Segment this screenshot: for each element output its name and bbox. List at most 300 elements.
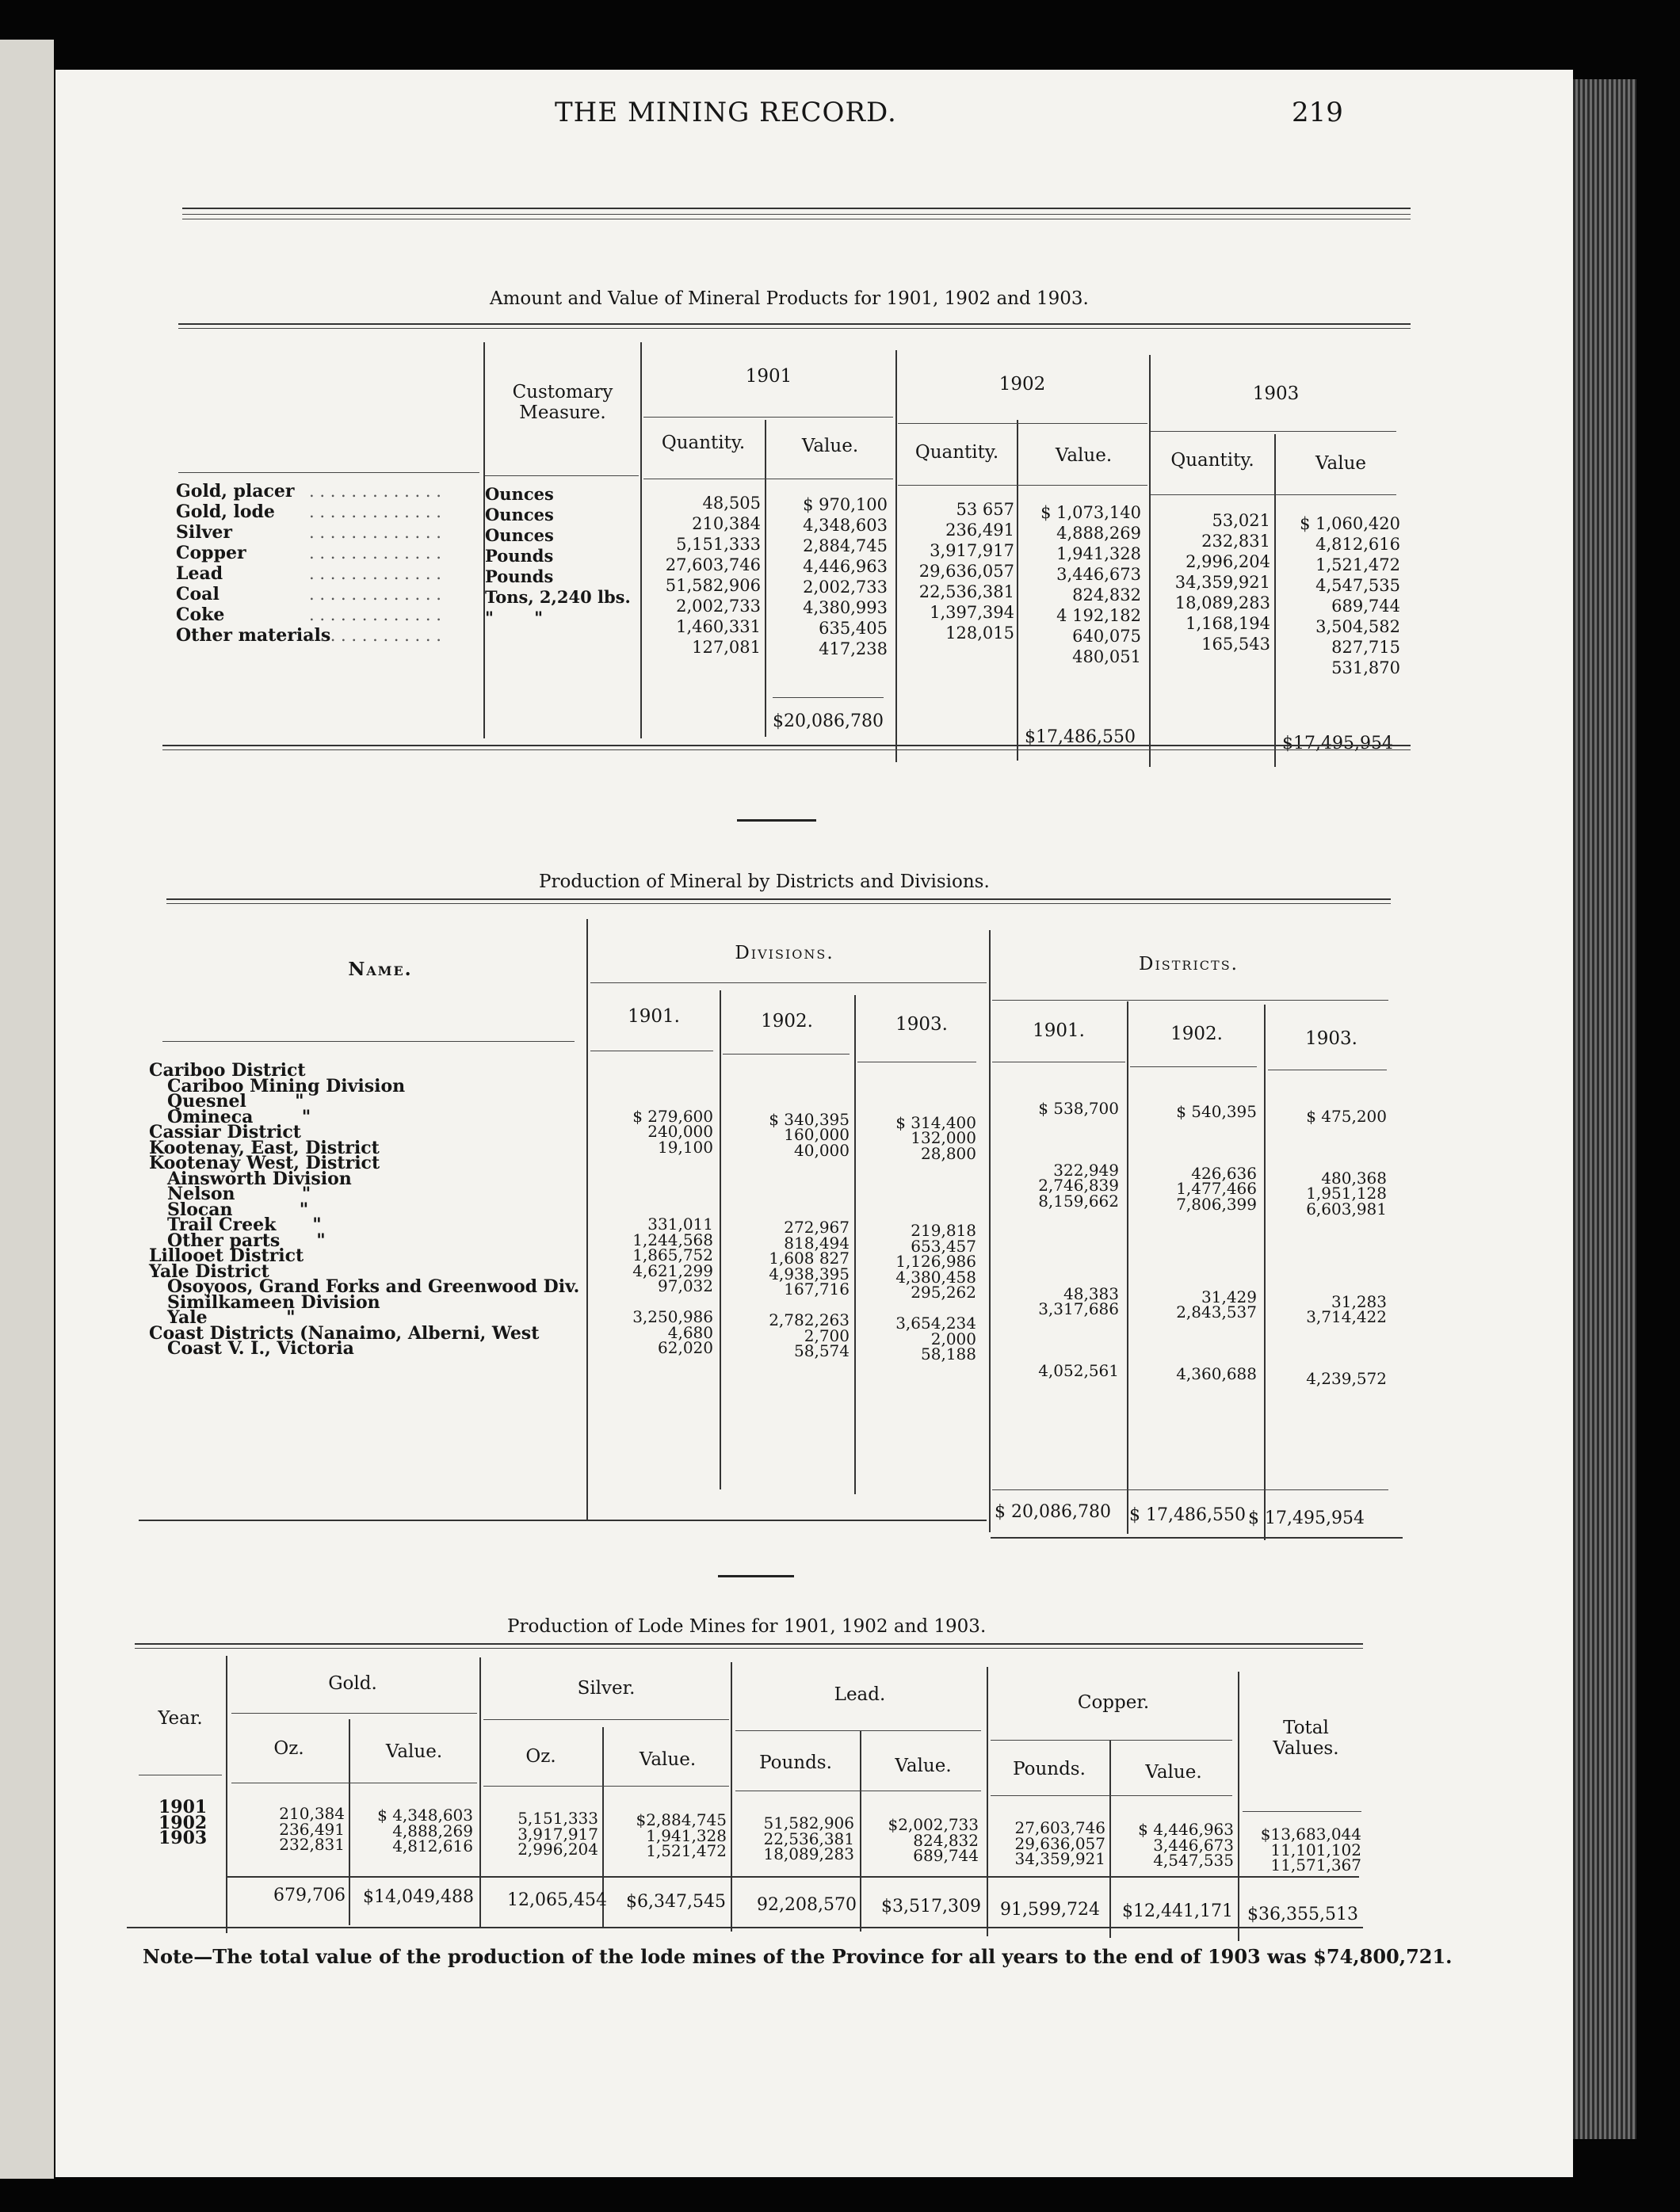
table2-cell [857, 1161, 976, 1177]
table1-item-label: Coal [176, 584, 220, 604]
table1-cell: 232,831 [1201, 532, 1270, 551]
table3-cell: 824,832 [913, 1830, 979, 1850]
table2-bottom-rule [139, 1520, 987, 1521]
table2-cell [1268, 1140, 1387, 1156]
leader-dots: . . . . . . . . . . . . . [309, 626, 441, 645]
page-number: 219 [1292, 97, 1343, 128]
table2-cell [723, 1158, 850, 1174]
table3-group-rule [991, 1740, 1232, 1741]
table1-cell: 18,089,283 [1174, 593, 1270, 612]
table2-cell: 4,621,299 [632, 1260, 713, 1280]
table1-value-1901 [769, 494, 888, 659]
table2-cell [1268, 1233, 1387, 1249]
table3-sub-header: Oz. [525, 1746, 556, 1767]
table3-cell: 5,151,333 [517, 1809, 598, 1828]
table1-cell: 2,884,745 [803, 536, 888, 555]
table2-cell: 48,383 [1063, 1283, 1119, 1303]
table2-divisions-1901 [590, 1093, 713, 1387]
table3-copper-value [1113, 1822, 1234, 1869]
table1-cell: 4,547,535 [1315, 576, 1400, 595]
table2-name-label: Other parts " [149, 1230, 326, 1251]
table2-divisions-1903 [857, 1100, 976, 1394]
table2-cell: $ 279,600 [632, 1106, 713, 1126]
table2-cell: 653,457 [911, 1236, 976, 1256]
table2-cell: 1,477,466 [1176, 1179, 1257, 1198]
table3-total-copper-value: $12,441,171 [1122, 1901, 1233, 1921]
table1-bottom-rule-2 [162, 749, 1411, 750]
table1-item-label: Lead [176, 563, 223, 584]
table2-name-label: Cassiar District [149, 1122, 301, 1142]
table2-group-rule [590, 982, 987, 983]
table2-header-rule [723, 1054, 850, 1055]
table3-total-all: $36,355,513 [1247, 1905, 1358, 1924]
table2-cell: 160,000 [784, 1125, 850, 1144]
table1-cell: 3,917,917 [930, 541, 1014, 560]
table3-cell: 34,359,921 [1014, 1849, 1105, 1868]
table2-header-rule [1130, 1066, 1257, 1067]
table2-cell [590, 1186, 713, 1202]
table2-cell [857, 1378, 976, 1394]
table1-cell: 3,446,673 [1056, 565, 1141, 584]
leader-dots: . . . . . . . . . . . . . [309, 585, 441, 604]
table1-measure: Ounces [485, 525, 554, 545]
table1-quantity-1902 [899, 499, 1014, 664]
table2-districts-1903 [1268, 1093, 1387, 1387]
table3-group-header: Silver. [577, 1678, 636, 1699]
table1-cell: 635,405 [819, 619, 888, 638]
table3-year-column [158, 1797, 208, 1848]
table1-measure [485, 628, 631, 649]
table1-cell: 1,521,472 [1315, 555, 1400, 574]
table2-name-label: Osoyoos, Grand Forks and Greenwood Div. [149, 1276, 580, 1297]
table1-measure: Pounds [485, 566, 554, 586]
table3-total-gold-value: $14,049,488 [363, 1887, 474, 1907]
table3-header-rule [991, 1795, 1232, 1796]
table3-cell: 29,636,057 [1014, 1833, 1105, 1853]
table2-vrule [854, 995, 856, 1494]
table3-cell: $13,683,044 [1260, 1825, 1361, 1844]
table2-name-label: Coast Districts (Nanaimo, Alberni, West [149, 1322, 540, 1344]
table1-cell: 2,002,733 [676, 597, 761, 616]
table2-name-label: Ainsworth Division [149, 1168, 352, 1189]
table3-sub-header: Pounds. [1013, 1759, 1086, 1779]
table1-measure: Tons, 2,240 lbs. [485, 587, 631, 607]
table1-measure: Pounds [485, 546, 554, 566]
leader-dots: . . . . . . . . . . . . . [309, 564, 441, 583]
table2-year-header: 1903. [895, 1014, 948, 1035]
table1-header-rule [898, 485, 1147, 486]
table2-group-rule [992, 1000, 1388, 1001]
table3-cell: 1,941,328 [646, 1825, 727, 1845]
leader-dots: . . . . . . . . . . . . . [309, 543, 441, 563]
table3-cell: 4,547,535 [1153, 1851, 1234, 1870]
table2-cell: 240,000 [647, 1122, 713, 1141]
table3-total-silver-oz: 12,065,454 [507, 1890, 607, 1910]
table2-vrule [586, 919, 588, 1521]
table2-cell [1268, 1341, 1387, 1356]
table2-cell [992, 1256, 1119, 1272]
table3-cell: $2,002,733 [888, 1815, 979, 1834]
table3-cell: 1,521,472 [646, 1841, 727, 1860]
table2-cell [590, 1155, 713, 1171]
table2-cell: 3,714,422 [1306, 1307, 1387, 1326]
table2-cell: 167,716 [784, 1280, 850, 1299]
table1-cell: 1,397,394 [930, 603, 1014, 622]
table2-total-1903: $ 17,495,954 [1248, 1508, 1365, 1528]
table2-cell: 4,938,395 [769, 1264, 850, 1283]
table2-cell [1268, 1248, 1387, 1264]
table1-item-label: Gold, lode [176, 502, 275, 522]
table2-cell: 4,239,572 [1306, 1369, 1387, 1388]
table1-caption: Amount and Value of Mineral Products for 1901, 1902 and 1903. [490, 288, 1089, 309]
table3-vrule [226, 1656, 227, 1933]
table2-cell: 28,800 [921, 1143, 976, 1163]
table2-header-rule [162, 1041, 575, 1042]
table3-year-label: 1902 [158, 1812, 208, 1833]
table1-cell: 34,359,921 [1174, 573, 1270, 592]
table2-cell: 322,949 [1053, 1160, 1119, 1180]
table2-name-label: Coast V. I., Victoria [149, 1338, 354, 1359]
table3-cell: 11,571,367 [1270, 1855, 1361, 1874]
table3-total-lead-value: $3,517,309 [881, 1897, 981, 1916]
table3-top-rule [135, 1643, 1363, 1645]
facing-page-edge [0, 40, 54, 2179]
table1-cell: 4,348,603 [803, 516, 888, 535]
table2-cell: 31,429 [1201, 1287, 1257, 1306]
table2-cell [992, 1209, 1119, 1225]
table2-cell: 219,818 [911, 1221, 976, 1240]
table2-cell [723, 1375, 850, 1390]
table2-cell [590, 1171, 713, 1187]
table1-cell: 51,582,906 [665, 576, 761, 595]
table2-cell: 480,368 [1321, 1168, 1387, 1188]
table1-quantity-1901 [643, 493, 761, 658]
head-rule-2 [182, 214, 1411, 215]
table3-group-header: Copper. [1077, 1692, 1150, 1713]
table3-cell: 4,888,269 [392, 1821, 473, 1840]
table2-top-rule [166, 898, 1391, 900]
table3-caption: Production of Lode Mines for 1901, 1902 and 1903. [507, 1616, 987, 1637]
table3-vrule [479, 1657, 481, 1927]
table2-cell: 2,746,839 [1038, 1176, 1119, 1195]
table3-sub-header: Oz. [273, 1738, 304, 1759]
table3-cell: 210,384 [279, 1804, 345, 1823]
table1-value-header: Value. [1055, 445, 1113, 466]
table2-name-label: Nelson " [149, 1184, 311, 1204]
table2-cell: 331,011 [647, 1215, 713, 1234]
table1-measure-header: Customary Measure. [512, 382, 613, 423]
table1-cell: 4,812,616 [1315, 535, 1400, 554]
table1-cell: 165,543 [1201, 635, 1270, 654]
table1-cell: 27,603,746 [665, 555, 761, 574]
table3-cell: 232,831 [279, 1835, 345, 1854]
table1-top-rule-2 [178, 328, 1411, 329]
table1-cell: 827,715 [1331, 638, 1400, 657]
table1-measure: " " [485, 608, 544, 627]
table2-cell: 2,000 [930, 1329, 976, 1348]
table1-vrule [765, 420, 766, 737]
table2-name-label: Cariboo Mining Division [149, 1075, 406, 1096]
table3-bottom-rule [127, 1927, 1363, 1928]
table2-cell: 97,032 [658, 1276, 713, 1295]
table2-vrule [1127, 1001, 1128, 1534]
table2-cell: 40,000 [794, 1140, 850, 1160]
table3-cell: 3,446,673 [1153, 1835, 1234, 1855]
table2-cell: 1,951,128 [1306, 1184, 1387, 1203]
table3-year-label: 1903 [158, 1828, 208, 1848]
table2-cell: 58,188 [921, 1344, 976, 1363]
table2-cell [1268, 1217, 1387, 1233]
leader-dots: . . . . . . . . . . . . . [309, 502, 441, 521]
table2-cell [1130, 1119, 1257, 1135]
table1-cell: 236,491 [945, 521, 1014, 540]
table2-cell [1268, 1264, 1387, 1280]
table2-caption: Production of Mineral by Districts and Divisions. [539, 871, 990, 892]
table2-cell [1130, 1228, 1257, 1244]
table2-name-label: Lillooet District [149, 1245, 304, 1266]
table2-cell: 7,806,399 [1176, 1194, 1257, 1214]
table3-total-header: Total Values. [1273, 1718, 1339, 1759]
table1-year-rule [898, 423, 1147, 424]
table2-name-label: Similkameen Division [149, 1291, 380, 1313]
head-rule [182, 208, 1411, 209]
table1-cell: 1,168,194 [1186, 614, 1270, 633]
table1-value-1903 [1277, 513, 1400, 678]
table2-cell: 6,603,981 [1306, 1199, 1387, 1219]
table2-cell: 19,100 [658, 1137, 713, 1157]
table2-year-header: 1902. [761, 1011, 813, 1032]
table3-cell: $2,884,745 [636, 1810, 727, 1829]
table3-copper-pounds [991, 1818, 1105, 1868]
table2-cell: 2,782,263 [769, 1310, 850, 1329]
table2-cell: 132,000 [911, 1128, 976, 1147]
table1-cell: 4,888,269 [1056, 524, 1141, 543]
table3-header-rule [483, 1786, 729, 1787]
table1-vrule [1274, 434, 1276, 767]
table3-silver-oz [483, 1811, 598, 1858]
table1-cell: 5,151,333 [676, 535, 761, 554]
table1-cell: 3,504,582 [1315, 617, 1400, 636]
table1-year-header: 1902 [998, 374, 1046, 395]
table1-vrule [1149, 355, 1151, 767]
table3-group-rule [735, 1730, 981, 1731]
table2-cell [1268, 1124, 1387, 1140]
table1-vrule [895, 350, 897, 762]
table3-lead-value [864, 1817, 979, 1864]
section-dash [737, 819, 816, 822]
table2-districts-header: Districts. [1139, 954, 1239, 974]
table2-vrule [989, 930, 991, 1532]
table3-sub-header: Value. [1145, 1762, 1202, 1783]
table2-name-label: Yale " [149, 1307, 296, 1328]
table1-item-column [176, 481, 330, 646]
table2-cell [1130, 1212, 1257, 1228]
table1-cell: $ 1,060,420 [1300, 514, 1400, 533]
table3-cell: 2,996,204 [517, 1840, 598, 1859]
table1-sum-rule [773, 697, 884, 698]
table2-name-column [149, 1060, 580, 1359]
table3-cell: 22,536,381 [763, 1829, 854, 1848]
table2-cell: 31,283 [1331, 1291, 1387, 1311]
table1-year-rule [643, 417, 893, 418]
table2-cell [992, 1132, 1119, 1148]
table1-value-header: Value [1315, 453, 1366, 474]
table1-total-1901: $20,086,780 [773, 711, 884, 731]
table3-cell: 3,917,917 [517, 1824, 598, 1844]
table3-vrule [731, 1662, 732, 1932]
table1-quantity-1903 [1153, 510, 1270, 675]
table2-cell: $ 314,400 [895, 1112, 976, 1132]
table1-cell: 417,238 [819, 639, 888, 658]
table2-cell [1130, 1135, 1257, 1151]
table2-top-rule-2 [166, 903, 1391, 904]
table2-name-header: Name. [348, 959, 413, 980]
table2-cell [1130, 1243, 1257, 1259]
table1-item-label: Silver [176, 522, 232, 543]
table1-quantity-header: Quantity. [1170, 450, 1254, 471]
table2-sum-rule [992, 1489, 1388, 1490]
table1-item-label: Other materials [176, 625, 331, 646]
table3-total-values [1243, 1827, 1361, 1874]
table2-cell [857, 1177, 976, 1193]
table2-cell: 818,494 [784, 1233, 850, 1253]
table2-cell: 295,262 [911, 1283, 976, 1302]
table3-sub-header: Value. [639, 1749, 697, 1770]
table3-vrule [860, 1730, 861, 1932]
table1-cell: $ 970,100 [803, 495, 888, 514]
table3-silver-value [606, 1810, 727, 1860]
table1-cell: 640,075 [1072, 627, 1141, 646]
table3-vrule [1238, 1672, 1239, 1941]
table1-cell: 29,636,057 [918, 562, 1014, 581]
table2-total-1901: $ 20,086,780 [995, 1502, 1111, 1522]
table3-cell: $ 4,446,963 [1138, 1820, 1234, 1839]
table2-cell: 3,250,986 [632, 1307, 713, 1326]
table1-item-label: Coke [176, 604, 225, 625]
table3-top-rule-2 [135, 1648, 1363, 1649]
table1-vrule [640, 342, 642, 738]
table1-cell: 1,941,328 [1056, 544, 1141, 563]
table2-cell: $ 475,200 [1306, 1106, 1387, 1126]
table2-cell: $ 538,700 [1038, 1098, 1119, 1118]
table3-gold-oz [230, 1806, 345, 1853]
table2-cell [723, 1360, 850, 1375]
table1-cell: 210,384 [692, 514, 761, 533]
table1-top-rule [178, 323, 1411, 325]
table2-cell: 2,700 [804, 1325, 850, 1345]
table2-cell: 4,360,688 [1176, 1364, 1257, 1383]
table2-cell [1268, 1325, 1387, 1341]
table2-cell [857, 1192, 976, 1208]
table2-cell [1130, 1259, 1257, 1275]
table2-year-header: 1901. [1033, 1020, 1085, 1041]
table2-cell: 8,159,662 [1038, 1191, 1119, 1211]
table1-header-rule [485, 475, 639, 476]
table3-total-silver-value: $6,347,545 [626, 1892, 726, 1912]
table2-total-1902: $ 17,486,550 [1129, 1505, 1246, 1525]
table2-cell: 3,317,686 [1038, 1299, 1119, 1318]
table2-cell [992, 1116, 1119, 1132]
table2-year-header: 1902. [1170, 1024, 1223, 1044]
footnote: Note—The total value of the production of the lode mines of the Province for all years to the end of 1903 was $74,800,721. [143, 1945, 1453, 1968]
table3-year-header: Year. [158, 1708, 203, 1729]
table2-cell [1130, 1321, 1257, 1337]
table2-cell: 1,244,568 [632, 1230, 713, 1249]
table1-header-rule [1151, 494, 1396, 495]
table1-cell: 53 657 [956, 500, 1014, 519]
leader-dots: . . . . . . . . . . . . . [309, 523, 441, 542]
table3-year-label: 1901 [158, 1797, 208, 1817]
table3-sub-header: Value. [385, 1741, 443, 1762]
table2-name-label: Kootenay, East, District [149, 1137, 380, 1158]
table1-cell: 48,505 [702, 494, 761, 513]
table2-cell [992, 1225, 1119, 1241]
table3-sum-rule [226, 1876, 1359, 1878]
table2-cell [992, 1333, 1119, 1348]
table2-cell: 1,608 827 [769, 1249, 850, 1268]
table1-value-1902 [1022, 502, 1141, 667]
table2-vrule [720, 990, 721, 1489]
table3-gold-value [353, 1808, 473, 1855]
table3-sub-header: Pounds. [759, 1752, 832, 1773]
table2-divisions-header: Divisions. [735, 943, 834, 963]
table2-name-label: Slocan " [149, 1199, 309, 1220]
table2-cell: 4,680 [667, 1322, 713, 1342]
table1-measure-column [485, 484, 631, 649]
table2-cell [590, 1356, 713, 1372]
table2-cell [590, 1371, 713, 1387]
table1-cell: 4,446,963 [803, 557, 888, 576]
table2-cell: 1,126,986 [895, 1252, 976, 1271]
table2-cell [1130, 1336, 1257, 1352]
table1-cell: 824,832 [1072, 585, 1141, 604]
table2-cell: 1,865,752 [632, 1245, 713, 1264]
table3-cell: 27,603,746 [1014, 1818, 1105, 1837]
table3-cell: 18,089,283 [763, 1844, 854, 1863]
running-head-title: THE MINING RECORD. [555, 97, 897, 128]
table1-cell: 480,051 [1072, 647, 1141, 666]
table1-year-rule [1151, 431, 1396, 432]
table1-measure: Ounces [485, 484, 554, 504]
table1-total-1902: $17,486,550 [1025, 727, 1136, 747]
table3-group-header: Lead. [834, 1684, 886, 1705]
table1-cell: 2,002,733 [803, 578, 888, 597]
table3-total-gold-oz: 679,706 [273, 1886, 346, 1905]
table3-group-rule [483, 1719, 729, 1720]
table3-vrule [1109, 1740, 1111, 1938]
table1-vrule [1017, 420, 1018, 761]
table1-bottom-rule [162, 745, 1411, 746]
table2-cell: 62,020 [658, 1338, 713, 1357]
table2-cell [723, 1174, 850, 1190]
table1-cell: 53,021 [1212, 511, 1270, 530]
table3-group-header: Gold. [328, 1673, 377, 1694]
table2-cell: 4,052,561 [1038, 1361, 1119, 1380]
table2-name-label: Omineca " [149, 1106, 311, 1127]
table2-districts-1902 [1130, 1089, 1257, 1382]
table1-item-label: Copper [176, 543, 246, 563]
section-dash [718, 1575, 794, 1577]
table1-item-label: Gold, placer [176, 481, 295, 502]
table2-districts-1901 [992, 1085, 1119, 1379]
table1-header-rule [178, 472, 479, 473]
table1-total-1903: $17,495,954 [1282, 734, 1393, 753]
table3-sub-header: Value. [895, 1756, 952, 1776]
table1-year-header: 1903 [1252, 383, 1300, 404]
table2-cell [992, 1240, 1119, 1256]
table3-cell: 4,812,616 [392, 1836, 473, 1855]
table2-year-header: 1901. [628, 1006, 680, 1027]
